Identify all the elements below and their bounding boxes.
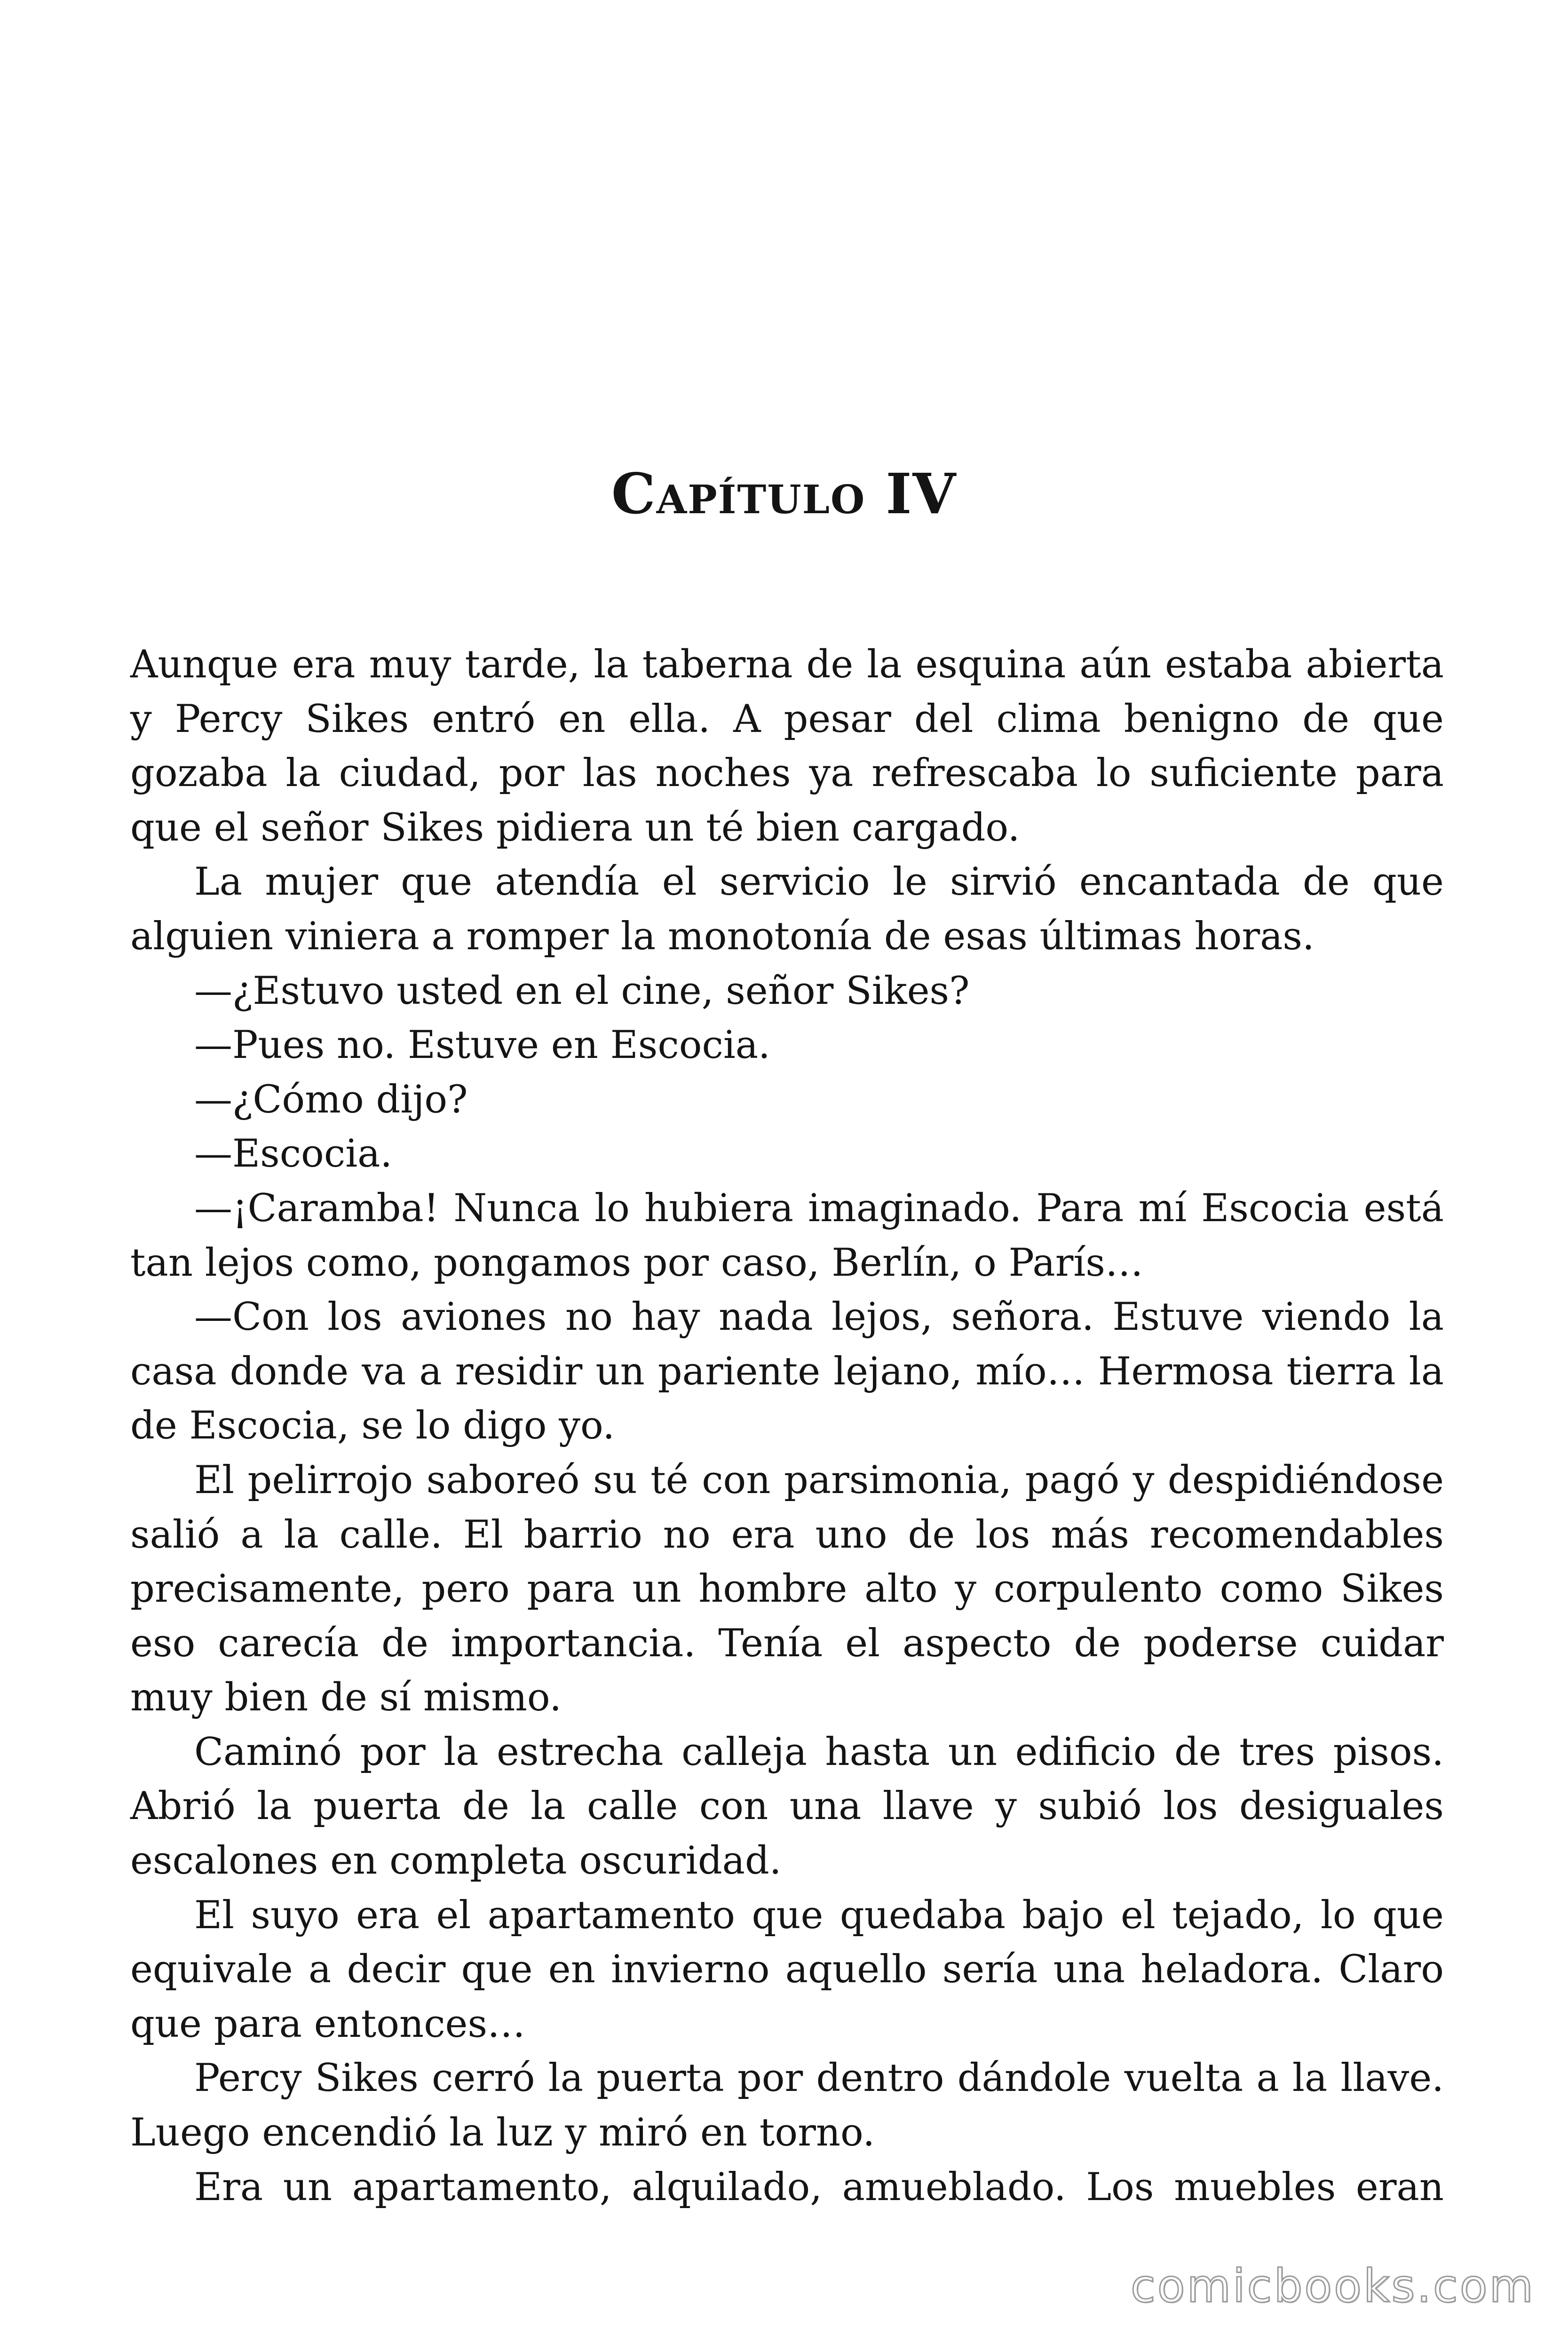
dialogue-line: —Pues no. Estuve en Escocia. xyxy=(194,1023,770,1068)
dialogue-line: —¿Cómo dijo? xyxy=(194,1077,468,1122)
paragraph: El suyo era el apartamento que quedaba bajo el tejado, lo que equivale a decir que en invierno aquello sería una heladora. Claro que para entonces… xyxy=(130,1893,1444,2046)
dialogue-line: —Escocia. xyxy=(194,1132,393,1176)
paragraph: Percy Sikes cerró la puerta por dentro dándole vuelta a la llave. Luego encendió la luz y miró en torno. xyxy=(130,2056,1444,2155)
chapter-title: Capítulo IV xyxy=(611,461,957,526)
paragraph: Aunque era muy tarde, la taberna de la esquina aún estaba abierta y Percy Sikes entró en ella. A pesar del clima benigno de que gozaba la ciudad, por las noches ya refrescaba lo suficiente para que el señor Sikes pidiera un té bien cargado. xyxy=(130,643,1444,850)
dialogue-line: —¡Caramba! Nunca lo hubiera imaginado. Para mí Escocia está tan lejos como, pongamos por caso, Berlín, o París… xyxy=(130,1186,1444,1285)
dialogue-line: —Con los aviones no hay nada lejos, señora. Estuve viendo la casa donde va a residir un pariente lejano, mío… Hermosa tierra la de Escocia, se lo digo yo. xyxy=(130,1295,1444,1448)
paragraph: Era un apartamento, alquilado, amueblado. Los muebles eran xyxy=(194,2165,1444,2209)
dialogue-line: —¿Estuvo usted en el cine, señor Sikes? xyxy=(194,969,970,1013)
paragraph: La mujer que atendía el servicio le sirvió encantada de que alguien viniera a romper la monotonía de esas últimas horas. xyxy=(130,860,1444,959)
paragraph: Caminó por la estrecha calleja hasta un edificio de tres pisos. Abrió la puerta de la calle con una llave y subió los desiguales escalones en completa oscuridad. xyxy=(130,1730,1444,1883)
body-text xyxy=(130,638,1444,2215)
paragraph: El pelirrojo saboreó su té con parsimonia, pagó y despidiéndose salió a la calle. El barrio no era uno de los más recomendables precisamente, pero para un hombre alto y corpulento como Sikes eso carecía de importancia. Tenía el aspecto de poderse cuidar muy bien de sí mismo. xyxy=(130,1458,1444,1720)
watermark-text: comicbooks.com xyxy=(1130,2260,1535,2312)
